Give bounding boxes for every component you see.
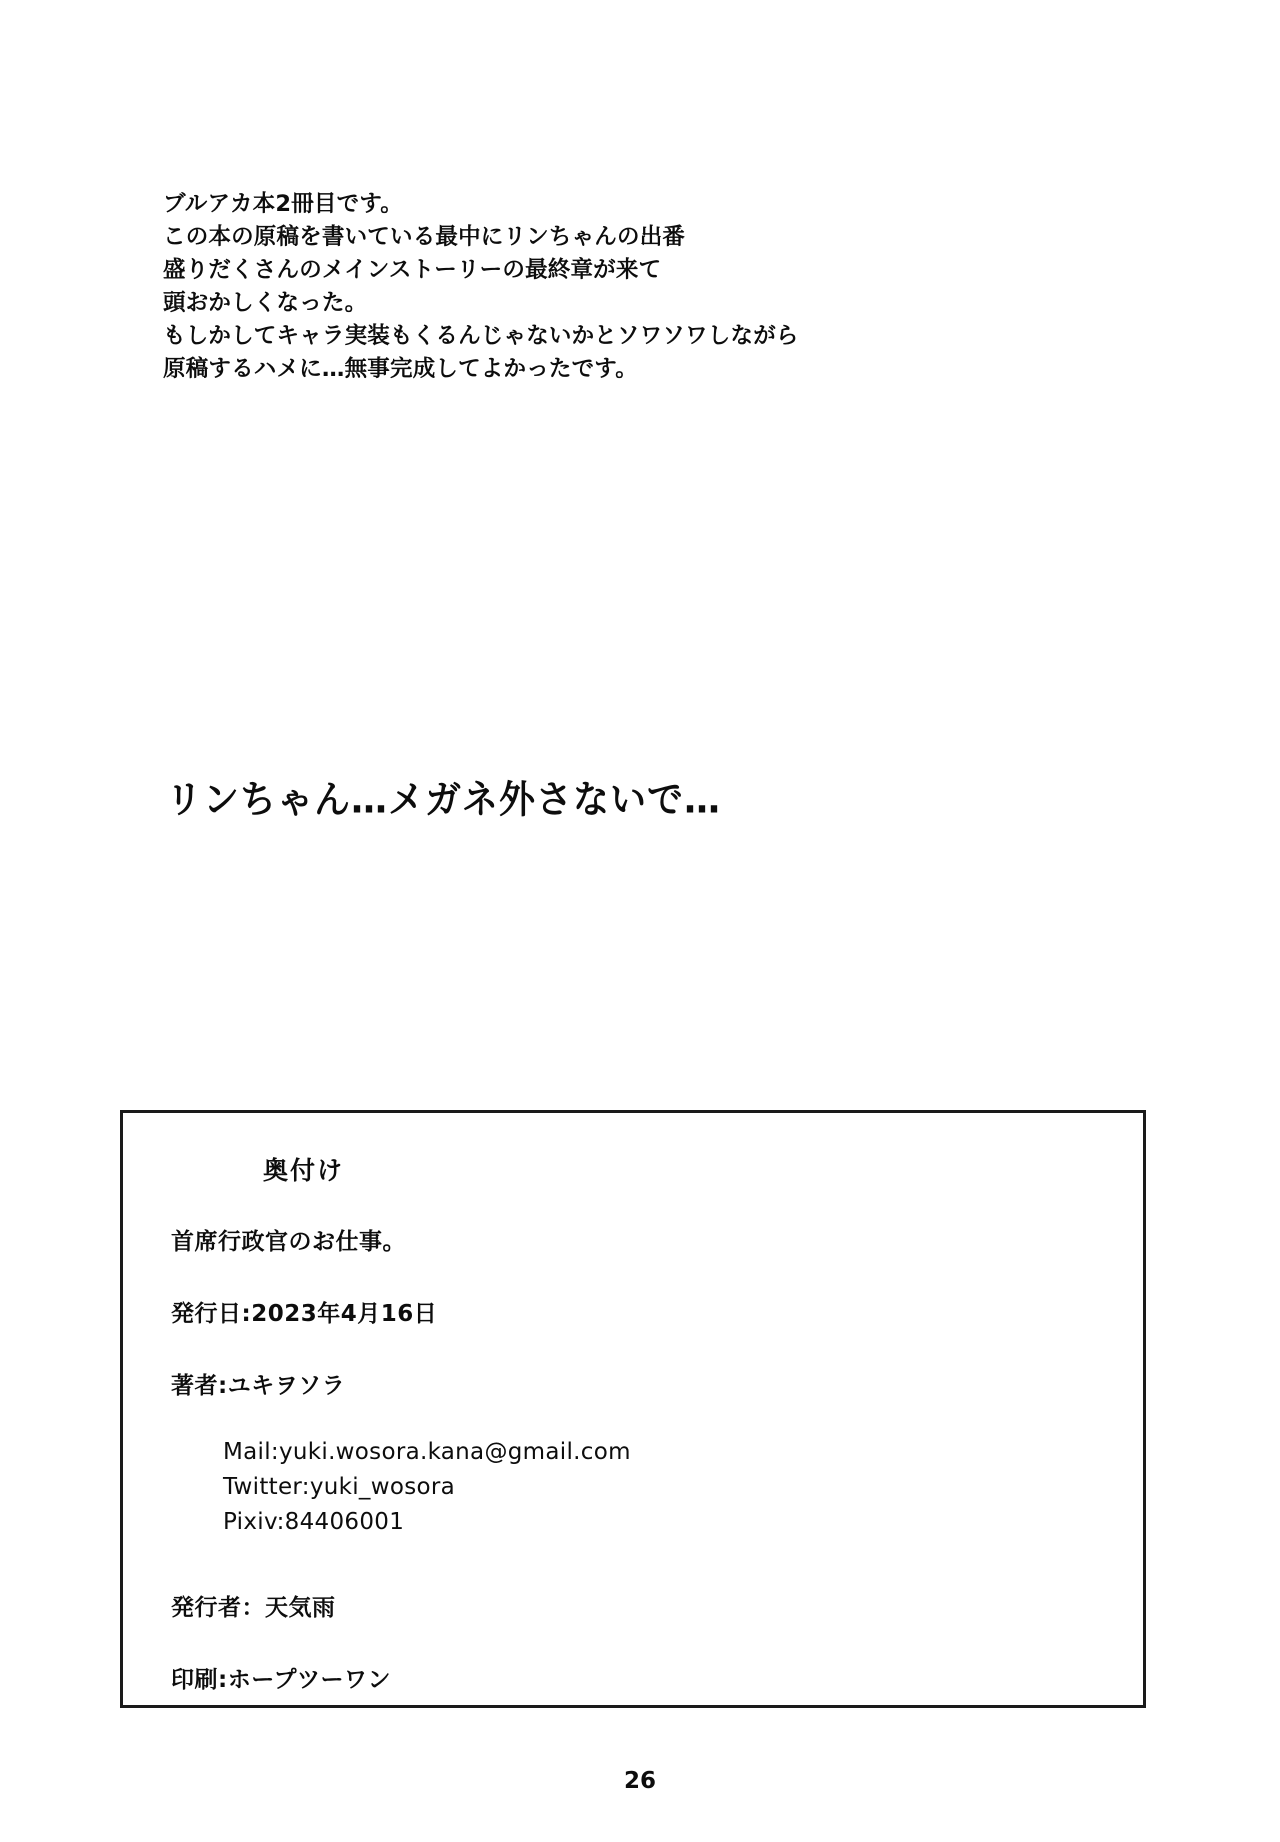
colophon-contact-block (223, 1435, 631, 1540)
handwritten-note: リンちゃん…メガネ外さないで… (166, 778, 722, 822)
afterword-line-5: もしかしてキャラ実装もくるんじゃないかとソワソワしながら (163, 323, 799, 349)
colophon-work-title: 首席行政官のお仕事。 (171, 1229, 406, 1255)
afterword-line-2: この本の原稿を書いている最中にリンちゃんの出番 (163, 224, 686, 250)
afterword-line-6: 原稿するハメに…無事完成してよかったです。 (163, 356, 638, 382)
colophon-twitter: Twitter:yuki_wosora (223, 1474, 456, 1500)
colophon-heading: 奥付け (263, 1156, 345, 1185)
afterword-line-4: 頭おかしくなった。 (163, 290, 368, 316)
page-number: 26 (623, 1768, 656, 1794)
colophon-printer: 印刷:ホープツーワン (171, 1667, 392, 1693)
colophon-mail: Mail:yuki.wosora.kana@gmail.com (223, 1439, 631, 1465)
afterword-line-3: 盛りだくさんのメインストーリーの最終章が来て (163, 257, 662, 283)
afterword-line-1: ブルアカ本2冊目です。 (163, 191, 403, 217)
colophon-publish-date: 発行日:2023年4月16日 (171, 1301, 438, 1327)
colophon-pixiv: Pixiv:84406001 (223, 1509, 405, 1535)
colophon-author: 著者:ユキヲソラ (171, 1373, 346, 1399)
colophon-publisher: 発行者：天気雨 (171, 1595, 336, 1621)
afterword-text-block (163, 188, 1063, 386)
colophon-box (120, 1110, 1146, 1708)
